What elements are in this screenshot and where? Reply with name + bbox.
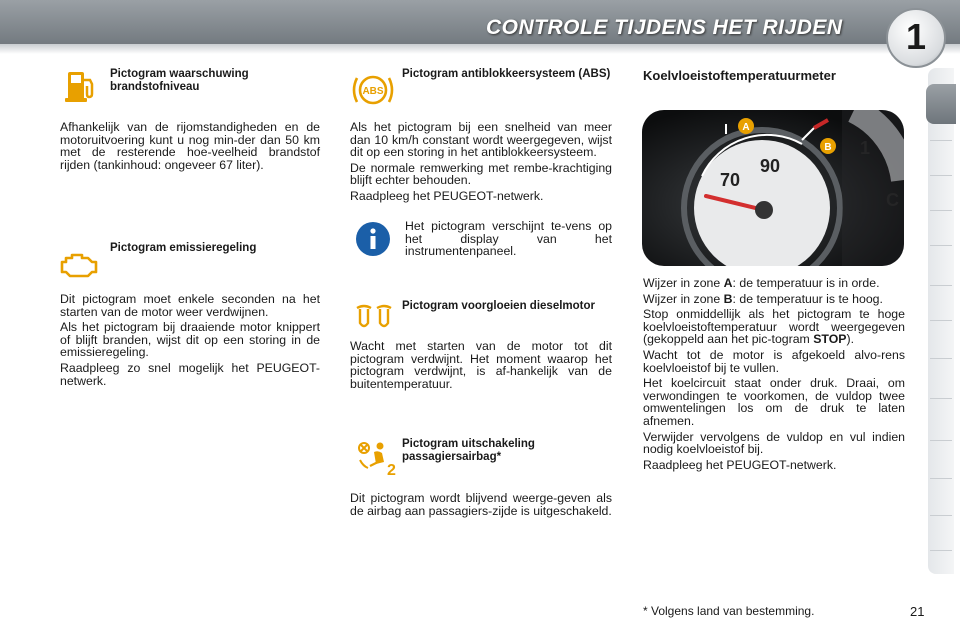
- engine-emission-icon: [58, 250, 102, 280]
- coolant-zone-b-bold: B: [723, 291, 733, 306]
- glow-plug-icon: [354, 303, 394, 331]
- gauge-zone-a: A: [742, 122, 750, 133]
- abs-p2: De normale remwerking met rembe-krachtiging blijft echter behouden.: [350, 160, 612, 188]
- airbag-heading: Pictogram uitschakeling passagiersairbag*: [402, 438, 535, 463]
- tab-divider: [930, 550, 952, 551]
- header-swoosh: [0, 44, 960, 54]
- emission-heading: Pictogram emissieregeling: [110, 242, 257, 254]
- side-tab-bar: [928, 68, 954, 574]
- coolant-p6: Verwijder vervolgens de vuldop en vul indien nodig koelvloeistof bij.: [643, 429, 905, 457]
- tab-divider: [930, 140, 952, 141]
- abs-info-text: Het pictogram verschijnt te-vens op het display van het instrumentenpaneel.: [405, 219, 612, 259]
- coolant-line-a: Wijzer in zone A: de temperatuur is in orde.: [643, 276, 880, 290]
- emission-p2: Als het pictogram bij draaiende motor knippert of blijft branden, wijst dit op een storing in de emissieregeling.: [60, 320, 320, 360]
- coolant-line-b: Wijzer in zone B: de temperatuur is te hoog.: [643, 291, 883, 306]
- chapter-number: 1: [905, 16, 927, 57]
- emission-text: [60, 293, 320, 390]
- glow-text: Wacht met starten van de motor tot dit pictogram verdwijnt. Het moment waarop het pictogram verdwijnt, is af-hankelijk van de buitentemperatuur.: [350, 339, 612, 391]
- emission-p1: Dit pictogram moet enkele seconden na het starten van de motor weer verdwijnen.: [60, 292, 320, 319]
- airbag-text: Dit pictogram wordt blijvend weerge-geven als de airbag aan passagiers-zijde is uitgeschakeld.: [350, 491, 612, 518]
- coolant-p5: Het koelcircuit staat onder druk. Draai, om verwondingen te voorkomen, de vuldop twee omwentelingen los om de druk te laten afnemen.: [643, 376, 905, 428]
- tab-divider: [930, 210, 952, 211]
- tab-divider: [930, 358, 952, 359]
- tab-divider: [930, 175, 952, 176]
- coolant-p4: Wacht tot de motor is afgekoeld alvo-rens koelvloeistof bij te vullen.: [643, 347, 905, 375]
- tab-divider: [930, 285, 952, 286]
- tab-divider: [930, 515, 952, 516]
- passenger-airbag-off-icon: [356, 440, 396, 478]
- chapter-badge: [886, 8, 946, 68]
- gauge-label-right: C: [886, 190, 899, 210]
- svg-text:2: 2: [387, 462, 396, 478]
- coolant-text: [643, 277, 905, 474]
- coolant-line-stop: Stop onmiddellijk als het pictogram te hoge koelvloeistoftemperatuur wordt weergegeven (gekoppeld aan het pic-togram STOP).: [643, 307, 905, 347]
- coolant-section-title: Koelvloeistoftemperatuurmeter: [643, 68, 836, 83]
- fuel-heading: Pictogram waarschuwing brandstofniveau: [110, 68, 249, 93]
- abs-text: [350, 121, 612, 206]
- coolant-gauge-photo: [642, 110, 904, 266]
- info-icon: [354, 220, 392, 258]
- footnote: * Volgens land van bestemming.: [643, 604, 815, 618]
- tab-divider: [930, 245, 952, 246]
- tab-divider: [930, 398, 952, 399]
- coolant-gauge-drawing: [642, 110, 904, 266]
- page-title: CONTROLE TIJDENS HET RIJDEN: [486, 16, 843, 39]
- tab-divider: [930, 440, 952, 441]
- fuel-pump-icon: [62, 66, 100, 106]
- coolant-p7: Raadpleeg het PEUGEOT-netwerk.: [643, 457, 837, 472]
- coolant-zone-a-bold: A: [723, 276, 733, 290]
- page-number: 21: [910, 604, 925, 619]
- tab-divider: [930, 320, 952, 321]
- coolant-stop-bold: STOP: [813, 332, 847, 347]
- abs-icon: [350, 70, 396, 110]
- side-tab-active[interactable]: [926, 84, 956, 124]
- gauge-label-90: 90: [760, 156, 781, 176]
- gauge-label-70: 70: [720, 170, 741, 190]
- abs-heading: Pictogram antiblokkeersysteem (ABS): [402, 68, 611, 80]
- glow-heading: Pictogram voorgloeien dieselmotor: [402, 300, 595, 312]
- gauge-label-1: 1: [860, 138, 871, 158]
- abs-icon-label: ABS: [362, 86, 384, 97]
- fuel-text: Afhankelijk van de rijomstandigheden en de motoruitvoering kunt u nog min-der dan 50 km met de resterende hoe-veelheid brandstof rijden (tankinhoud: ongeveer 67 liter).: [60, 120, 320, 172]
- tab-divider: [930, 478, 952, 479]
- emission-p3: Raadpleeg zo snel mogelijk het PEUGEOT-netwerk.: [60, 360, 320, 388]
- abs-p3: Raadpleeg het PEUGEOT-netwerk.: [350, 188, 544, 203]
- abs-p1: Als het pictogram bij een snelheid van meer dan 10 km/h constant wordt weergegeven, wijst dit op een storing in het antiblokkeersysteem.: [350, 120, 612, 160]
- gauge-zone-b: B: [824, 142, 832, 153]
